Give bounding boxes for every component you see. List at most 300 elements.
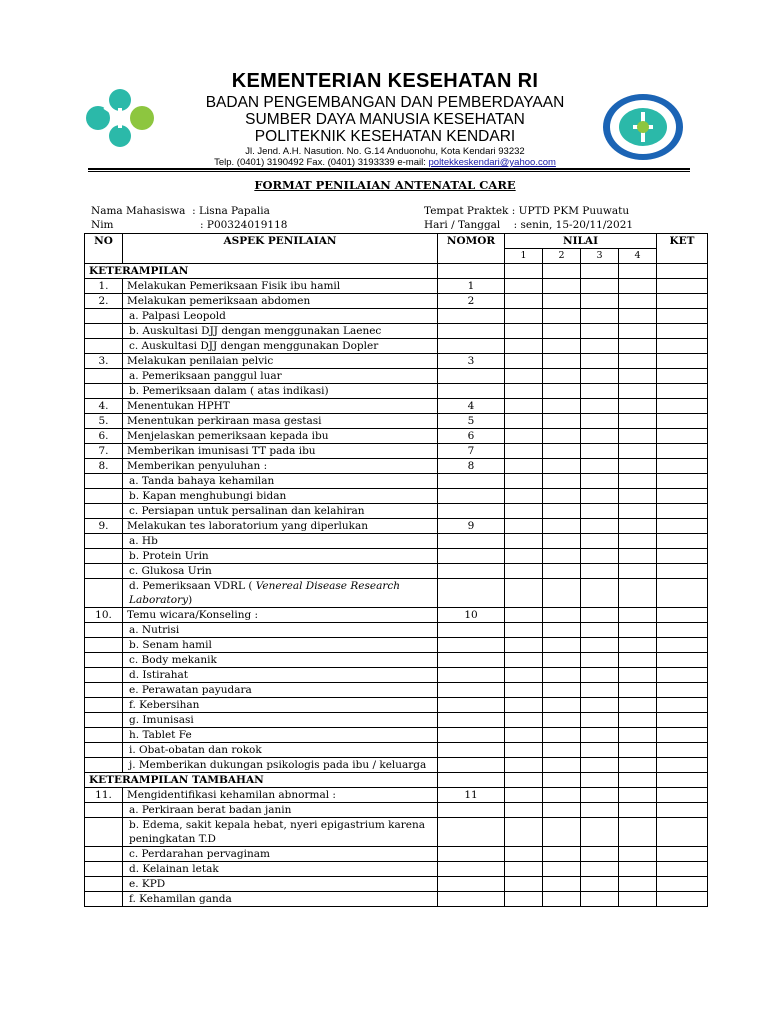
aspect-text: Temu wicara/Konseling : <box>123 608 438 623</box>
score-cell[interactable] <box>581 354 619 369</box>
score-cell[interactable] <box>505 549 543 564</box>
score-cell[interactable] <box>505 429 543 444</box>
score-cell[interactable] <box>619 683 657 698</box>
score-cell[interactable] <box>505 444 543 459</box>
score-cell[interactable] <box>581 743 619 758</box>
note-cell[interactable] <box>657 758 708 773</box>
row-no: 1. <box>85 279 123 294</box>
score-cell[interactable] <box>581 384 619 399</box>
score-cell[interactable] <box>543 683 581 698</box>
score-cell[interactable] <box>505 803 543 818</box>
table-row <box>85 623 708 638</box>
score-cell[interactable] <box>581 623 619 638</box>
score-cell[interactable] <box>581 638 619 653</box>
table-row <box>85 579 708 608</box>
note-cell[interactable] <box>657 339 708 354</box>
note-cell[interactable] <box>657 698 708 713</box>
score-cell[interactable] <box>543 653 581 668</box>
number-cell <box>438 877 505 892</box>
section-title: KETERAMPILAN <box>85 264 438 279</box>
score-cell[interactable] <box>619 773 657 788</box>
score-cell[interactable] <box>619 549 657 564</box>
table-row <box>85 474 708 489</box>
score-cell[interactable] <box>619 892 657 907</box>
score-cell[interactable] <box>581 579 619 608</box>
note-cell[interactable] <box>657 279 708 294</box>
score-cell[interactable] <box>505 399 543 414</box>
row-no <box>85 504 123 519</box>
score-cell[interactable] <box>619 788 657 803</box>
score-cell[interactable] <box>581 668 619 683</box>
score-cell[interactable] <box>543 339 581 354</box>
score-cell[interactable] <box>619 743 657 758</box>
score-cell[interactable] <box>581 877 619 892</box>
note-cell[interactable] <box>657 803 708 818</box>
row-no <box>85 743 123 758</box>
score-cell[interactable] <box>619 399 657 414</box>
score-cell[interactable] <box>619 653 657 668</box>
score-cell[interactable] <box>505 758 543 773</box>
score-cell[interactable] <box>581 504 619 519</box>
score-cell[interactable] <box>505 534 543 549</box>
score-cell[interactable] <box>543 429 581 444</box>
score-cell[interactable] <box>505 788 543 803</box>
table-row <box>85 683 708 698</box>
score-cell[interactable] <box>505 474 543 489</box>
note-cell[interactable] <box>657 369 708 384</box>
score-cell[interactable] <box>505 564 543 579</box>
number-cell: 8 <box>438 459 505 474</box>
note-cell[interactable] <box>657 713 708 728</box>
note-cell[interactable] <box>657 623 708 638</box>
score-cell[interactable] <box>581 414 619 429</box>
score-cell[interactable] <box>619 713 657 728</box>
score-cell[interactable] <box>619 279 657 294</box>
score-cell[interactable] <box>543 504 581 519</box>
aspect-text: Menentukan HPHT <box>123 399 438 414</box>
score-cell[interactable] <box>619 623 657 638</box>
score-cell[interactable] <box>505 862 543 877</box>
score-cell[interactable] <box>543 728 581 743</box>
score-cell[interactable] <box>619 369 657 384</box>
score-cell[interactable] <box>581 773 619 788</box>
score-cell[interactable] <box>581 788 619 803</box>
header-rule-thick <box>88 168 690 170</box>
aspect-text: b. Senam hamil <box>123 638 438 653</box>
score-cell[interactable] <box>619 384 657 399</box>
note-cell[interactable] <box>657 653 708 668</box>
score-cell[interactable] <box>619 414 657 429</box>
note-cell[interactable] <box>657 638 708 653</box>
score-cell[interactable] <box>505 369 543 384</box>
row-no: 5. <box>85 414 123 429</box>
score-cell[interactable] <box>581 429 619 444</box>
score-cell[interactable] <box>619 429 657 444</box>
aspect-text: a. Hb <box>123 534 438 549</box>
email-link[interactable]: poltekkeskendari@yahoo.com <box>428 157 556 168</box>
score-cell[interactable] <box>543 788 581 803</box>
contact-line <box>160 157 610 168</box>
number-cell <box>438 743 505 758</box>
note-cell[interactable] <box>657 773 708 788</box>
score-cell[interactable] <box>543 608 581 623</box>
row-no <box>85 877 123 892</box>
score-cell[interactable] <box>619 339 657 354</box>
score-cell[interactable] <box>619 519 657 534</box>
score-cell[interactable] <box>543 877 581 892</box>
number-cell <box>438 728 505 743</box>
score-cell[interactable] <box>581 683 619 698</box>
table-row <box>85 818 708 847</box>
score-cell[interactable] <box>581 564 619 579</box>
score-cell[interactable] <box>505 653 543 668</box>
score-col-1: 1 <box>505 249 543 264</box>
score-cell[interactable] <box>543 758 581 773</box>
score-cell[interactable] <box>619 459 657 474</box>
score-cell[interactable] <box>581 474 619 489</box>
score-cell[interactable] <box>505 264 543 279</box>
score-cell[interactable] <box>543 818 581 847</box>
aspect-text: a. Nutrisi <box>123 623 438 638</box>
score-cell[interactable] <box>619 579 657 608</box>
score-cell[interactable] <box>543 579 581 608</box>
score-cell[interactable] <box>581 519 619 534</box>
score-cell[interactable] <box>619 309 657 324</box>
row-no <box>85 564 123 579</box>
score-cell[interactable] <box>543 549 581 564</box>
row-no: 3. <box>85 354 123 369</box>
number-cell: 11 <box>438 788 505 803</box>
number-cell <box>438 324 505 339</box>
score-cell[interactable] <box>581 324 619 339</box>
score-cell[interactable] <box>581 489 619 504</box>
score-cell[interactable] <box>505 324 543 339</box>
row-no: 4. <box>85 399 123 414</box>
table-row <box>85 384 708 399</box>
score-cell[interactable] <box>581 534 619 549</box>
score-cell[interactable] <box>619 474 657 489</box>
score-cell[interactable] <box>543 623 581 638</box>
score-cell[interactable] <box>581 803 619 818</box>
note-cell[interactable] <box>657 564 708 579</box>
note-cell[interactable] <box>657 847 708 862</box>
note-cell[interactable] <box>657 788 708 803</box>
number-cell <box>438 564 505 579</box>
score-cell[interactable] <box>581 294 619 309</box>
score-cell[interactable] <box>619 444 657 459</box>
agency-line-3: POLITEKNIK KESEHATAN KENDARI <box>254 128 516 145</box>
number-cell <box>438 862 505 877</box>
number-cell <box>438 847 505 862</box>
score-cell[interactable] <box>505 683 543 698</box>
note-cell[interactable] <box>657 474 708 489</box>
score-cell[interactable] <box>581 818 619 847</box>
score-cell[interactable] <box>505 728 543 743</box>
note-cell[interactable] <box>657 818 708 847</box>
score-cell[interactable] <box>505 414 543 429</box>
score-cell[interactable] <box>619 818 657 847</box>
note-cell[interactable] <box>657 324 708 339</box>
score-cell[interactable] <box>581 758 619 773</box>
score-cell[interactable] <box>505 608 543 623</box>
table-row <box>85 429 708 444</box>
number-cell <box>438 579 505 608</box>
note-cell[interactable] <box>657 549 708 564</box>
score-cell[interactable] <box>505 713 543 728</box>
number-cell <box>438 668 505 683</box>
score-cell[interactable] <box>581 862 619 877</box>
note-cell[interactable] <box>657 354 708 369</box>
score-cell[interactable] <box>543 803 581 818</box>
row-no <box>85 668 123 683</box>
score-cell[interactable] <box>619 354 657 369</box>
table-row <box>85 369 708 384</box>
score-cell[interactable] <box>581 892 619 907</box>
table-row <box>85 354 708 369</box>
note-cell[interactable] <box>657 459 708 474</box>
score-cell[interactable] <box>505 623 543 638</box>
table-row <box>85 564 708 579</box>
table-row <box>85 519 708 534</box>
row-no <box>85 579 123 608</box>
score-cell[interactable] <box>505 773 543 788</box>
note-cell[interactable] <box>657 579 708 608</box>
score-cell[interactable] <box>581 309 619 324</box>
score-cell[interactable] <box>581 608 619 623</box>
note-cell[interactable] <box>657 399 708 414</box>
score-cell[interactable] <box>581 549 619 564</box>
score-cell[interactable] <box>619 698 657 713</box>
header-score: NILAI <box>505 234 657 249</box>
score-cell[interactable] <box>505 743 543 758</box>
score-cell[interactable] <box>581 698 619 713</box>
score-cell[interactable] <box>581 444 619 459</box>
number-cell <box>438 698 505 713</box>
score-cell[interactable] <box>581 847 619 862</box>
aspect-text: b. Kapan menghubungi bidan <box>123 489 438 504</box>
score-cell[interactable] <box>581 653 619 668</box>
score-cell[interactable] <box>505 459 543 474</box>
note-cell[interactable] <box>657 728 708 743</box>
aspect-text: Mengidentifikasi kehamilan abnormal : <box>123 788 438 803</box>
row-no: 2. <box>85 294 123 309</box>
table-row <box>85 279 708 294</box>
score-cell[interactable] <box>619 564 657 579</box>
score-cell[interactable] <box>581 279 619 294</box>
score-cell[interactable] <box>543 264 581 279</box>
score-cell[interactable] <box>543 713 581 728</box>
score-cell[interactable] <box>505 877 543 892</box>
score-cell[interactable] <box>543 743 581 758</box>
score-cell[interactable] <box>543 489 581 504</box>
score-cell[interactable] <box>543 698 581 713</box>
score-cell[interactable] <box>619 638 657 653</box>
score-col-3: 3 <box>581 249 619 264</box>
note-cell[interactable] <box>657 489 708 504</box>
note-cell[interactable] <box>657 309 708 324</box>
ministry-title: KEMENTERIAN KESEHATAN RI <box>231 70 539 92</box>
note-cell[interactable] <box>657 892 708 907</box>
aspect-text: d. Pemeriksaan VDRL ( Venereal Disease Research Laboratory) <box>123 579 438 608</box>
note-cell[interactable] <box>657 429 708 444</box>
score-cell[interactable] <box>619 534 657 549</box>
table-row <box>85 728 708 743</box>
score-cell[interactable] <box>505 892 543 907</box>
note-cell[interactable] <box>657 384 708 399</box>
number-cell[interactable] <box>438 264 505 279</box>
table-row <box>85 608 708 623</box>
row-no: 8. <box>85 459 123 474</box>
table-row <box>85 653 708 668</box>
score-cell[interactable] <box>505 668 543 683</box>
table-row <box>85 444 708 459</box>
number-cell <box>438 758 505 773</box>
note-cell[interactable] <box>657 444 708 459</box>
number-cell[interactable] <box>438 773 505 788</box>
row-no <box>85 623 123 638</box>
score-cell[interactable] <box>543 444 581 459</box>
aspect-text: Melakukan Pemeriksaan Fisik ibu hamil <box>123 279 438 294</box>
score-cell[interactable] <box>543 474 581 489</box>
score-cell[interactable] <box>543 892 581 907</box>
note-cell[interactable] <box>657 608 708 623</box>
row-no <box>85 474 123 489</box>
score-cell[interactable] <box>581 264 619 279</box>
note-cell[interactable] <box>657 504 708 519</box>
score-cell[interactable] <box>505 309 543 324</box>
score-cell[interactable] <box>543 369 581 384</box>
section-title: KETERAMPILAN TAMBAHAN <box>85 773 438 788</box>
note-cell[interactable] <box>657 414 708 429</box>
score-cell[interactable] <box>543 668 581 683</box>
table-body <box>85 264 708 907</box>
number-cell <box>438 653 505 668</box>
score-cell[interactable] <box>581 399 619 414</box>
score-cell[interactable] <box>543 519 581 534</box>
note-cell[interactable] <box>657 743 708 758</box>
score-cell[interactable] <box>505 698 543 713</box>
aspect-text: b. Edema, sakit kepala hebat, nyeri epigastrium karena peningkatan T.D <box>123 818 438 847</box>
score-cell[interactable] <box>543 324 581 339</box>
score-col-2: 2 <box>543 249 581 264</box>
score-cell[interactable] <box>619 862 657 877</box>
score-cell[interactable] <box>543 773 581 788</box>
table-row <box>85 504 708 519</box>
score-cell[interactable] <box>619 847 657 862</box>
score-cell[interactable] <box>619 294 657 309</box>
score-cell[interactable] <box>581 459 619 474</box>
score-cell[interactable] <box>543 564 581 579</box>
table-row <box>85 862 708 877</box>
score-cell[interactable] <box>505 384 543 399</box>
table-row <box>85 324 708 339</box>
score-cell[interactable] <box>543 399 581 414</box>
score-cell[interactable] <box>581 728 619 743</box>
aspect-text: j. Memberikan dukungan psikologis pada ibu / keluarga <box>123 758 438 773</box>
aspect-text: a. Perkiraan berat badan janin <box>123 803 438 818</box>
aspect-text: Melakukan pemeriksaan abdomen <box>123 294 438 309</box>
score-cell[interactable] <box>619 728 657 743</box>
aspect-text: c. Body mekanik <box>123 653 438 668</box>
score-cell[interactable] <box>505 818 543 847</box>
note-cell[interactable] <box>657 519 708 534</box>
score-cell[interactable] <box>619 803 657 818</box>
row-no <box>85 653 123 668</box>
score-cell[interactable] <box>505 294 543 309</box>
score-cell[interactable] <box>505 279 543 294</box>
score-col-4: 4 <box>619 249 657 264</box>
score-cell[interactable] <box>543 354 581 369</box>
row-no <box>85 638 123 653</box>
score-cell[interactable] <box>505 847 543 862</box>
aspect-text: a. Tanda bahaya kehamilan <box>123 474 438 489</box>
score-cell[interactable] <box>543 384 581 399</box>
score-cell[interactable] <box>505 339 543 354</box>
table-row <box>85 549 708 564</box>
score-cell[interactable] <box>619 877 657 892</box>
note-cell[interactable] <box>657 877 708 892</box>
score-cell[interactable] <box>543 309 581 324</box>
note-cell[interactable] <box>657 668 708 683</box>
table-row <box>85 294 708 309</box>
table-row <box>85 892 708 907</box>
score-cell[interactable] <box>619 668 657 683</box>
score-cell[interactable] <box>505 504 543 519</box>
note-cell[interactable] <box>657 264 708 279</box>
score-cell[interactable] <box>505 519 543 534</box>
note-cell[interactable] <box>657 683 708 698</box>
number-cell <box>438 803 505 818</box>
table-row <box>85 698 708 713</box>
score-cell[interactable] <box>581 713 619 728</box>
score-cell[interactable] <box>505 489 543 504</box>
note-cell[interactable] <box>657 534 708 549</box>
score-cell[interactable] <box>581 369 619 384</box>
table-row <box>85 847 708 862</box>
row-no <box>85 369 123 384</box>
note-cell[interactable] <box>657 294 708 309</box>
score-cell[interactable] <box>543 294 581 309</box>
number-cell <box>438 818 505 847</box>
score-cell[interactable] <box>543 847 581 862</box>
score-cell[interactable] <box>543 862 581 877</box>
score-cell[interactable] <box>543 279 581 294</box>
score-cell[interactable] <box>543 638 581 653</box>
number-cell <box>438 534 505 549</box>
score-cell[interactable] <box>543 534 581 549</box>
score-cell[interactable] <box>581 339 619 354</box>
number-cell: 7 <box>438 444 505 459</box>
score-cell[interactable] <box>619 489 657 504</box>
score-cell[interactable] <box>505 579 543 608</box>
number-cell: 9 <box>438 519 505 534</box>
score-cell[interactable] <box>543 414 581 429</box>
score-cell[interactable] <box>619 758 657 773</box>
row-no <box>85 847 123 862</box>
score-cell[interactable] <box>505 354 543 369</box>
row-no <box>85 713 123 728</box>
number-cell: 10 <box>438 608 505 623</box>
number-cell <box>438 638 505 653</box>
score-cell[interactable] <box>619 504 657 519</box>
score-cell[interactable] <box>619 264 657 279</box>
score-cell[interactable] <box>505 638 543 653</box>
score-cell[interactable] <box>619 324 657 339</box>
number-cell <box>438 713 505 728</box>
note-cell[interactable] <box>657 862 708 877</box>
score-cell[interactable] <box>619 608 657 623</box>
score-cell[interactable] <box>543 459 581 474</box>
